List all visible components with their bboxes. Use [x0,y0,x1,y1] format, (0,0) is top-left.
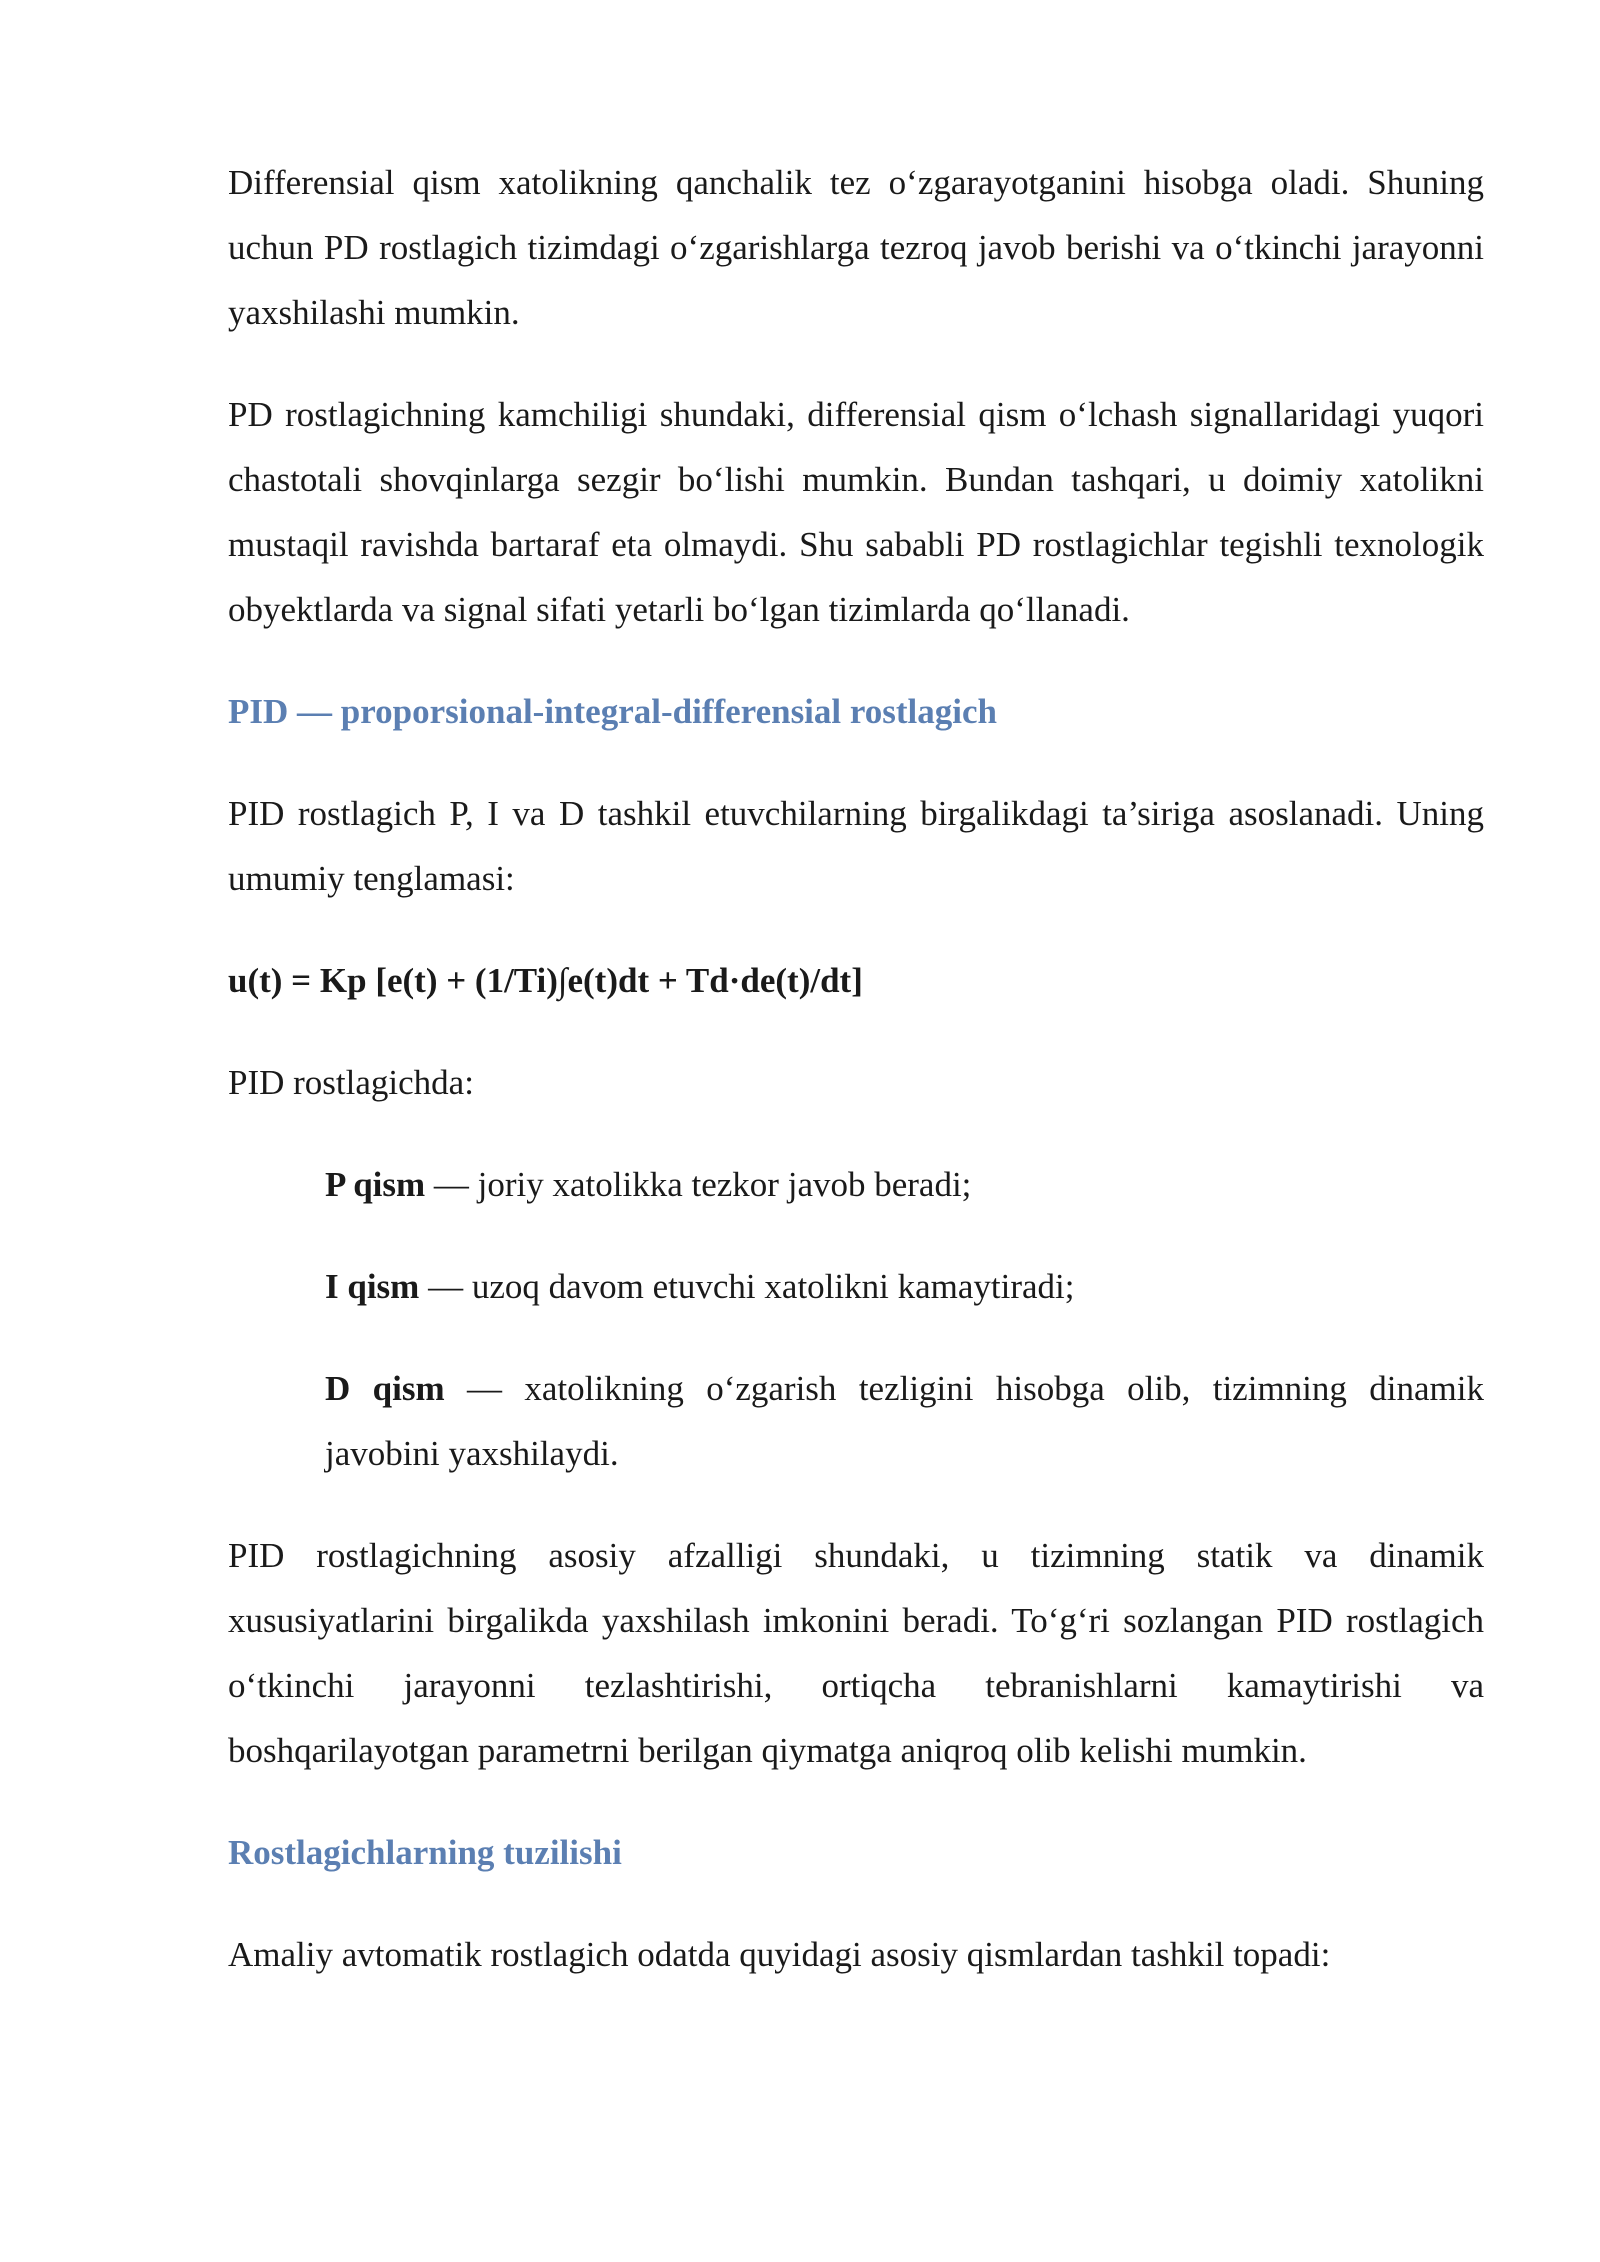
paragraph-pid-advantage: PID rostlagichning asosiy afzalligi shundaki, u tizimning statik va dinamik xususiyatlarini birgalikda yaxshilash imkonini beradi. To‘g‘ri sozlangan PID rostlagich o‘tkinchi jarayonni tezlashtirishi, ortiqcha tebranishlarni kamaytirishi va boshqarilayotgan parametrni berilgan qiymatga aniqroq olib kelishi mumkin. [228,1536,1484,1770]
list-item-term: I qism [325,1267,420,1306]
paragraph-differential: Differensial qism xatolikning qanchalik tez o‘zgarayotganini hisobga oladi. Shuning uchun PD rostlagich tizimdagi o‘zgarishlarga tezroq javob berishi va o‘tkinchi jarayonni yaxshilashi mumkin. [228,163,1484,332]
list-item-text: — xatolikning o‘zgarish tezligini hisobga olib, tizimning dinamik javobini yaxshilaydi. [325,1369,1484,1473]
list-item-i [325,1254,1484,1319]
list-item-text: — joriy xatolikka tezkor javob beradi; [425,1165,972,1204]
paragraph-pid-list-intro: PID rostlagichda: [228,1063,474,1102]
list-item-term: D qism [325,1369,445,1408]
document-page [228,150,1484,2024]
paragraph-pd-drawbacks: PD rostlagichning kamchiligi shundaki, differensial qism o‘lchash signallaridagi yuqori chastotali shovqinlarga sezgir bo‘lishi mumkin. Bundan tashqari, u doimiy xatolikni mustaqil ravishda bartaraf eta olmaydi. Shu sababli PD rostlagichlar tegishli texnologik obyektlarda va signal sifati yetarli bo‘lgan tizimlarda qo‘llanadi. [228,395,1484,629]
heading-structure: Rostlagichlarning tuzilishi [228,1833,622,1872]
list-item-term: P qism [325,1165,426,1204]
list-item-p [325,1152,1484,1217]
list-item-text: — uzoq davom etuvchi xatolikni kamaytiradi; [419,1267,1075,1306]
pid-formula: u(t) = Kp [e(t) + (1/Ti)∫e(t)dt + Td·de(t)/dt] [228,961,863,1000]
paragraph-structure-intro: Amaliy avtomatik rostlagich odatda quyidagi asosiy qismlardan tashkil topadi: [228,1935,1331,1974]
list-item-d [325,1356,1484,1486]
heading-pid: PID — proporsional-integral-differensial rostlagich [228,692,998,731]
paragraph-pid-intro: PID rostlagich P, I va D tashkil etuvchilarning birgalikdagi ta’siriga asoslanadi. Uning umumiy tenglamasi: [228,794,1484,898]
